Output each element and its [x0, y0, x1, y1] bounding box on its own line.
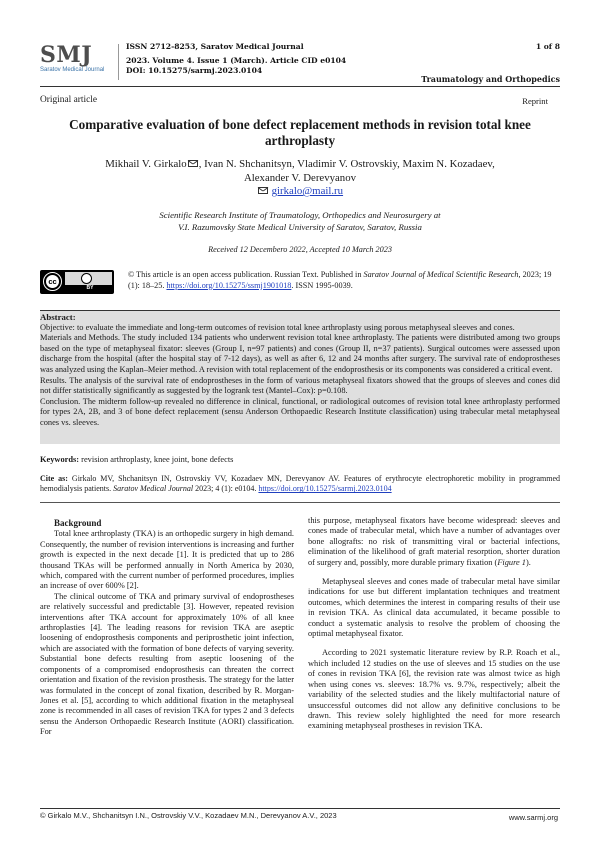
- cite-label: Cite as:: [40, 474, 68, 483]
- submission-dates: Received 12 Decembero 2022, Accepted 10 March 2023: [208, 245, 392, 254]
- affiliation-line: Scientific Research Institute of Traumatology, Orthopedics and Neurosurgery at: [159, 210, 441, 220]
- page-number: 1 of 8: [535, 42, 560, 51]
- keywords-label: Keywords:: [40, 455, 80, 464]
- affiliation: [60, 210, 540, 233]
- attribution-person-icon: [81, 273, 92, 284]
- article-type: Original article: [40, 95, 98, 105]
- author-list: [60, 158, 540, 199]
- article-title: Comparative evaluation of bone defect replacement methods in revision total knee arthroplasty: [69, 117, 531, 148]
- journal-header: [40, 40, 560, 84]
- abstract-objective: Objective: to evaluate the immediate and long-term outcomes of revision total knee arthroplasty using porous metaphyseal sleeves and cones.: [40, 322, 515, 332]
- author-1[interactable]: Mikhail V. Girkalo: [105, 158, 187, 170]
- by-label: BY: [86, 285, 94, 291]
- footer-copyright: © Girkalo M.V., Shchanitsyn I.N., Ostrovskiy V.V., Kozadaev M.N., Derevyanov A.V., 2023: [40, 811, 337, 820]
- body-paragraph: Metaphyseal sleeves and cones made of trabecular metal have similar indications for use but different implantation techniques and treatment outcomes, which determines the interest in comparing results of their use in revision TKA. As clinical data accumulated, it became possible to conduct a systematic analysis to resolve the problem of choosing the optimal metaphyseal fixator.: [308, 577, 560, 639]
- footer-rule: [40, 808, 560, 809]
- author-last: Alexander V. Derevyanov: [243, 171, 357, 184]
- article-doi-link[interactable]: https://doi.org/10.15275/sarmj.2023.0104: [258, 484, 392, 494]
- abstract-results: Results. The analysis of the survival rate of endoprostheses in the form of various metaphyseal fixators showed that the groups of sleeves and cones did not differ statistically significantly as suggested by the logrank test (Mantel–Cox): p=0.108.: [40, 375, 560, 396]
- cc-icon: cc: [44, 273, 61, 290]
- header-divider: [118, 44, 119, 80]
- reprint-label: Reprint: [522, 96, 548, 106]
- volume-line: 2023. Volume 4. Issue 1 (March). Article CID e0104: [126, 56, 347, 65]
- logo-subtitle: Saratov Medical Journal: [40, 67, 105, 73]
- body-column-right: [308, 516, 560, 732]
- body-paragraph: this purpose, metaphyseal fixators have become widespread: sleeves and cones made of trabecular metal, which have a number of advantages over bone allografts: no risk of transmitting viral or bacterial infections, elimination of the likelihood of graft material resorption, shorter duration of surgery and, possibly, more durable primary fixation (Figure 1).: [308, 516, 560, 567]
- source-doi-link[interactable]: https://doi.org/10.15275/ssmj1901018: [166, 280, 292, 290]
- body-paragraph: According to 2021 systematic literature review by R.P. Roach et al., which included 12 studies on the use of sleeves and 15 studies on the use of cones in revision TKA [6], the revision rate was almost twice as high when using cones vs. sleeves: 18.7% vs. 9.7%, respectively; albeit the variability of the selected studies and the likely multifactorial nature of unsuccessful outcomes did not allow any definitive conclusions to be drawn. This review solely highlighted the need for more research examining metaphyseal prostheses in revision TKA.: [308, 648, 560, 731]
- section-heading-background: Background: [54, 518, 102, 528]
- journal-category: Traumatology and Orthopedics: [421, 74, 560, 84]
- body-column-left: [40, 518, 294, 738]
- envelope-icon[interactable]: [188, 160, 198, 167]
- journal-info: [126, 42, 346, 76]
- header-right: [421, 42, 560, 84]
- cc-by-license-badge[interactable]: [40, 270, 114, 294]
- citation: Cite as: Girkalo MV, Shchanitsyn IN, Ostrovskiy VV, Kozadaev MN, Derevyanov AV. Features of erythrocyte electrophoretic mobility in programmed hemodialysis patients. Saratov Medical Journal 2023; 4 (1): e0104. https://doi.org/10.15275/sarmj.2023.0104: [40, 474, 560, 494]
- section-divider: [40, 502, 560, 503]
- envelope-icon: [258, 187, 268, 194]
- logo-text: SMJ: [40, 42, 93, 68]
- footer-website-link[interactable]: www.sarmj.org: [508, 813, 558, 822]
- body-paragraph: Total knee arthroplasty (TKA) is an orthopedic surgery in high demand. Consequently, the number of revision interventions is increasing and further growth is expected in the next decade [1]. It is predicted that up to 286 thousand TKAs will be performed annually in North America by 2030, which, compared with the current number of performed procedures, implies an increase of over 600% [2].: [40, 529, 295, 591]
- doi-line: DOI: 10.15275/sarmj.2023.0104: [126, 66, 263, 75]
- abstract-methods: Materials and Methods. The study included 134 patients who underwent revision total knee arthroplasty. The patients were distributed among two groups based on the type of metaphyseal fixator: sleeves (Group I, n=97 patients) and cones (Group II, n=37 patients). Surgical outcomes were assessed upon discharge from the hospital (after the hospital stay of 7-12 days), as well as after 6, 12 and 24 months after surgery. The survival rate of endoprostheses was analyzed using the Kaplan–Meier method. A revision with total replacement of the endoprosthesis or its components was considered a critical event.: [40, 333, 560, 374]
- abstract-heading: Abstract:: [40, 312, 76, 322]
- issn-line: ISSN 2712-8253, Saratov Medical Journal: [126, 42, 304, 51]
- body-paragraph: The clinical outcome of TKA and primary survival of endoprostheses are relatively successful and predictable [3]. However, repeated revision interventions after TKA account for approximately 10% of all knee arthroplasties [4]. The leading reasons for revision TKA are aseptic loosening of endoprosthesis components and periprosthetic joint infection, which are associated with the formation of bone defects of varying severity. Substantial bone defects resulting from aseptic loosening of the components of a compromised endoprosthesis can threaten the correct orientation and fixation of the revision prosthesis. The strategy for the latter was formulated in the concept of zonal fixation, described by R. Morgan-Jones et al. [5], according to which additional fixation in the metaphyseal zone is recommended in all cases of revision TKA for types 2 and 3 defects sensu the Anderson Orthopaedic Research Institute (AORI) classification. For: [40, 591, 294, 737]
- figure-reference[interactable]: Figure 1: [497, 557, 526, 567]
- keywords: [40, 455, 560, 464]
- abstract-box: [40, 310, 560, 444]
- authors-rest: , Ivan N. Shchanitsyn, Vladimir V. Ostrovskiy, Maxim N. Kozadaev,: [198, 158, 495, 170]
- affiliation-line: V.I. Razumovsky State Medical University of Saratov, Saratov, Russia: [178, 221, 422, 232]
- license-notice: © This article is an open access publication. Russian Text. Published in Saratov Journal of Medical Scientific Research, 2023; 19 (1): 18–25. https://doi.org/10.15275/ssmj1901018. ISSN 1995-0039.: [128, 270, 552, 290]
- abstract-conclusion: Conclusion. The midterm follow-up revealed no difference in clinical, functional, or radiological outcomes of revision total knee arthroplasty performed for types 2A, 2B, and 3 of bone defect replacement (sensu Anderson Orthopaedic Research Institute classification) using trabecular metal metaphyseal cones vs. sleeves.: [40, 396, 560, 427]
- source-journal: Saratov Journal of Medical Scientific Research: [363, 270, 519, 279]
- corresponding-email-link[interactable]: girkalo@mail.ru: [271, 185, 344, 197]
- keywords-text: revision arthroplasty, knee joint, bone defects: [79, 455, 234, 464]
- header-rule: [40, 86, 560, 87]
- journal-logo[interactable]: [40, 42, 112, 80]
